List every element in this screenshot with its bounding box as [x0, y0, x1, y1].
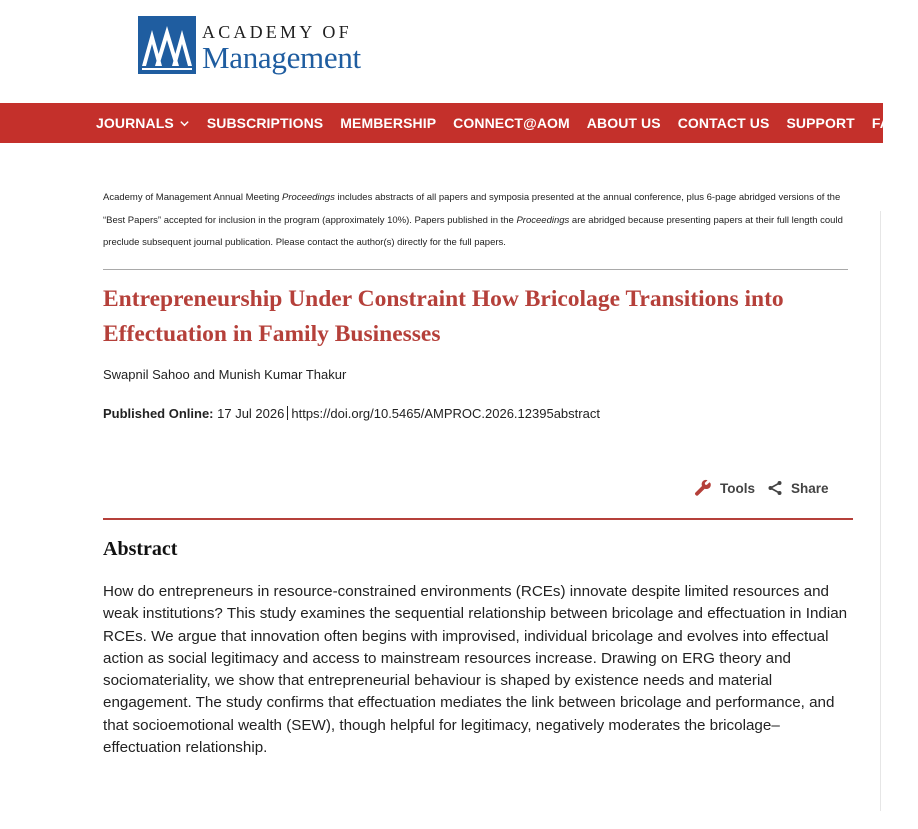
doi-link[interactable]: https://doi.org/10.5465/AMPROC.2026.12395abstract — [291, 406, 600, 421]
nav-item-label: ABOUT US — [586, 115, 661, 131]
nav-item-support[interactable] — [786, 115, 854, 131]
tools-button[interactable] — [694, 479, 755, 497]
nav-item-journals[interactable] — [96, 115, 190, 131]
author-link[interactable]: Swapnil Sahoo — [103, 367, 190, 382]
nav-item-label: SUPPORT — [786, 115, 855, 131]
notice-divider — [103, 269, 848, 270]
notice-text-1: Academy of Management Annual Meeting — [103, 192, 283, 203]
nav-item-contact-us[interactable] — [678, 115, 770, 131]
logo-text — [202, 16, 361, 73]
right-edge-divider — [880, 211, 881, 811]
article-title: Entrepreneurship Under Constraint How Bricolage Transitions into Effectuation in Family Businesses — [103, 286, 784, 347]
share-icon — [767, 480, 783, 496]
nav-item-label: CONTACT US — [677, 115, 770, 131]
nav-item-label: JOURNALS — [96, 115, 174, 131]
logo-line2: Management — [202, 40, 361, 75]
nav-items — [0, 115, 918, 131]
notice-italic-2: Proceedings — [516, 214, 570, 226]
pub-separator — [287, 406, 288, 420]
abstract-divider — [103, 518, 853, 520]
nav-item-membership[interactable] — [340, 115, 436, 131]
aom-logo-mark-icon — [138, 16, 196, 74]
author-list — [103, 367, 346, 382]
wrench-icon — [694, 479, 712, 497]
nav-item-label: SUBSCRIPTIONS — [206, 115, 324, 131]
nav-item-label: MEMBERSHIP — [340, 115, 437, 131]
chevron-down-icon — [179, 118, 190, 129]
main-nav — [0, 103, 901, 143]
nav-item-about-us[interactable] — [587, 115, 661, 131]
tools-label: Tools — [720, 480, 755, 496]
abstract-body: How do entrepreneurs in resource-constrained environments (RCEs) innovate despite limited resources and weak institutions? This study examines the sequential relationship between bricolage and effectuation in Indian RCEs. We argue that innovation often begins with improvised, individual bricolage and evolves into effectual action as social legitimacy and access to mainstream resources increase. Drawing on ERG theory and sociomateriality, we show that entrepreneurial behaviour is shaped by existence needs and material engagement. The study confirms that effectuation mediates the link between bricolage and performance, and that socioemotional wealth (SEW), though helpful for legitimacy, negatively moderates the bricolage–effectuation relationship. — [103, 583, 848, 757]
share-button[interactable] — [767, 480, 829, 496]
nav-item-subscriptions[interactable] — [207, 115, 323, 131]
share-label: Share — [791, 480, 829, 496]
article-toolbar — [694, 479, 829, 497]
publication-info — [103, 406, 600, 421]
nav-item-label: FAQ — [871, 115, 901, 131]
aom-logo[interactable] — [138, 16, 361, 74]
nav-item-faq[interactable] — [872, 115, 901, 131]
published-date: 17 Jul 2026 — [213, 406, 285, 421]
logo-line1: ACADEMY OF — [202, 22, 352, 42]
published-label: Published Online: — [103, 406, 214, 421]
nav-item-connect[interactable] — [453, 115, 570, 131]
author-separator: and — [189, 367, 219, 382]
notice-italic-1: Proceedings — [282, 192, 335, 203]
proceedings-notice — [103, 187, 848, 255]
nav-item-label: CONNECT@AOM — [453, 115, 570, 131]
notice-text-2: includes abstracts of all papers and symposia presented at the annual conference, plus 6-page abridged versions of the “Best Papers” accepted for inclusion in the program (approximately 10%). Papers published in the — [103, 192, 841, 226]
abstract-heading: Abstract — [103, 538, 178, 560]
author-link[interactable]: Munish Kumar Thakur — [218, 367, 347, 382]
notice-text-3: are abridged because presenting papers at their full length could preclude subsequent journal publication. Please contact the author(s) directly for the full papers. — [103, 214, 843, 248]
